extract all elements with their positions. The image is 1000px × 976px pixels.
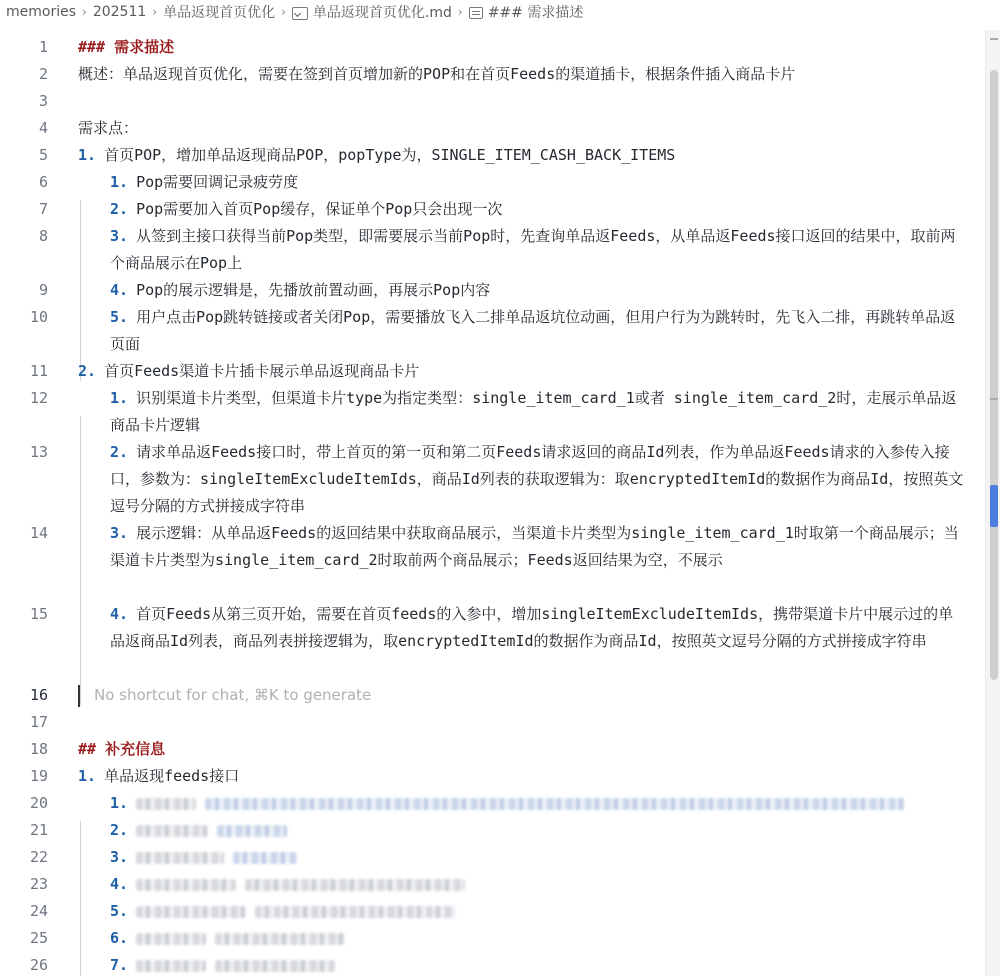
redacted-text	[136, 852, 224, 864]
chat-shortcut-placeholder: No shortcut for chat, ⌘K to generate	[94, 686, 372, 704]
line-text: Pop需要加入首页Pop缓存，保证单个Pop只会出现一次	[136, 200, 503, 218]
code-editor[interactable]	[0, 30, 990, 976]
list-number: 2.	[110, 821, 129, 839]
line-number: 17	[29, 713, 48, 731]
line-number: 4	[38, 119, 48, 137]
list-number: 1.	[110, 173, 129, 191]
line-number: 19	[29, 767, 48, 785]
list-item	[110, 169, 968, 196]
indent-guide	[80, 200, 81, 381]
breadcrumb-item-section[interactable]: ### 需求描述	[487, 5, 584, 21]
list-item	[110, 196, 968, 223]
line-number: 13	[29, 443, 48, 461]
line-number: 25	[29, 929, 48, 947]
list-item	[110, 385, 968, 439]
redacted-text	[136, 879, 236, 891]
redacted-text	[205, 798, 905, 810]
list-number: 3.	[110, 524, 129, 542]
redacted-text	[255, 906, 455, 918]
line-number: 5	[38, 146, 48, 164]
breadcrumb-item-file[interactable]: 单品返现首页优化.md	[312, 5, 452, 21]
redacted-text	[245, 879, 465, 891]
list-number: 2.	[110, 200, 129, 218]
line-text: 请求单品返Feeds接口时，带上首页的第一页和第二页Feeds请求返回的商品Id列表，作为单品返Feeds请求的入参传入接口，参数为：singleItemExcludeItemIds，商品Id列表的获取逻辑为：取encryptedItemId的数据作为商品Id，按照英文逗号分隔的方式拼接成字符串	[110, 443, 964, 515]
redacted-text	[136, 933, 206, 945]
list-item	[110, 304, 968, 358]
list-number: 5.	[110, 308, 129, 326]
list-number: 4.	[110, 605, 129, 623]
line-text: 展示逻辑：从单品返Feeds的返回结果中获取商品展示，当渠道卡片类型为single_item_card_1时取第一个商品展示；当渠道卡片类型为single_item_card_2时取前两个商品展示；Feeds返回结果为空，不展示	[110, 524, 959, 569]
heading-symbol-icon	[469, 7, 483, 19]
line-number: 6	[38, 173, 48, 191]
chevron-right-icon: ›	[152, 5, 158, 19]
editor-line-active[interactable]	[0, 682, 980, 709]
redacted-text	[215, 960, 335, 972]
line-number: 21	[29, 821, 48, 839]
chevron-right-icon: ›	[457, 5, 463, 19]
scroll-marker	[990, 398, 998, 400]
breadcrumb-item-month[interactable]: 202511	[92, 4, 147, 20]
list-number: 2.	[110, 443, 129, 461]
list-item	[78, 763, 968, 790]
redacted-text	[136, 825, 208, 837]
redacted-text	[215, 933, 345, 945]
markdown-file-icon	[292, 7, 308, 20]
text-cursor	[78, 685, 80, 707]
line-number: 15	[29, 605, 48, 623]
line-number: 26	[29, 956, 48, 974]
redacted-text	[136, 906, 246, 918]
list-number: 6.	[110, 929, 129, 947]
line-text: 需求点：	[78, 119, 139, 137]
line-number: 14	[29, 524, 48, 542]
scrollbar-thumb[interactable]	[990, 70, 998, 680]
line-number: 7	[38, 200, 48, 218]
list-item	[110, 952, 968, 976]
line-number: 12	[29, 389, 48, 407]
line-number: 23	[29, 875, 48, 893]
list-item	[78, 142, 968, 169]
line-text: 首页Feeds渠道卡片插卡展示单品返现商品卡片	[104, 362, 420, 380]
list-number: 4.	[110, 281, 129, 299]
list-item	[110, 520, 968, 574]
redacted-text	[233, 852, 297, 864]
indent-guide	[80, 416, 81, 705]
line-number: 22	[29, 848, 48, 866]
cursor-position-marker	[990, 485, 998, 527]
list-item	[110, 277, 968, 304]
scroll-marker	[990, 38, 998, 40]
line-number: 18	[29, 740, 48, 758]
list-item	[110, 871, 968, 898]
list-number: 4.	[110, 875, 129, 893]
breadcrumb-item-folder[interactable]: 单品返现首页优化	[163, 5, 276, 21]
line-number: 24	[29, 902, 48, 920]
heading-text: ### 需求描述	[78, 38, 175, 56]
breadcrumb-item-memories[interactable]: memories	[6, 4, 77, 20]
list-item	[78, 358, 968, 385]
list-item	[110, 601, 968, 655]
line-number: 20	[29, 794, 48, 812]
line-text: Pop需要回调记录疲劳度	[136, 173, 299, 191]
line-number: 16	[29, 686, 48, 704]
list-number: 7.	[110, 956, 129, 974]
list-number: 3.	[110, 227, 129, 245]
redacted-text	[136, 798, 196, 810]
list-item	[110, 439, 968, 520]
line-text: 首页POP，增加单品返现商品POP，popType为，SINGLE_ITEM_CASH_BACK_ITEMS	[104, 146, 676, 164]
redacted-text	[136, 960, 206, 972]
list-item	[110, 790, 968, 817]
breadcrumb	[0, 0, 1000, 24]
list-number: 1.	[110, 389, 129, 407]
list-item	[110, 817, 968, 844]
list-item	[110, 925, 968, 952]
list-item	[110, 223, 968, 277]
list-number: 3.	[110, 848, 129, 866]
line-text: 从签到主接口获得当前Pop类型，即需要展示当前Pop时，先查询单品返Feeds，从单品返Feeds接口返回的结果中，取前两个商品展示在Pop上	[110, 227, 956, 272]
line-text: 首页Feeds从第三页开始，需要在首页feeds的入参中，增加singleItemExcludeItemIds，携带渠道卡片中展示过的单品返商品Id列表，商品列表拼接逻辑为，取encryptedItemId的数据作为商品Id，按照英文逗号分隔的方式拼接成字符串	[110, 605, 954, 650]
list-number: 1.	[78, 146, 97, 164]
chevron-right-icon: ›	[82, 5, 87, 19]
list-number: 5.	[110, 902, 129, 920]
line-number: 1	[38, 38, 48, 56]
list-number: 1.	[110, 794, 129, 812]
list-item	[110, 898, 968, 925]
line-text: Pop的展示逻辑是，先播放前置动画，再展示Pop内容	[136, 281, 491, 299]
heading-text: ## 补充信息	[78, 740, 166, 758]
line-number: 11	[29, 362, 48, 380]
line-text: 用户点击Pop跳转链接或者关闭Pop，需要播放飞入二排单品返坑位动画，但用户行为为跳转时，先飞入二排，再跳转单品返页面	[110, 308, 956, 353]
chevron-right-icon: ›	[281, 5, 286, 19]
list-number: 1.	[78, 767, 97, 785]
line-number: 9	[38, 281, 48, 299]
list-number: 2.	[78, 362, 97, 380]
line-number: 8	[38, 227, 48, 245]
line-number: 10	[29, 308, 48, 326]
indent-guide	[80, 821, 81, 976]
line-number: 3	[38, 92, 48, 110]
line-text: 单品返现feeds接口	[104, 767, 240, 785]
line-text: 概述：单品返现首页优化，需要在签到首页增加新的POP和在首页Feeds的渠道插卡，根据条件插入商品卡片	[78, 65, 796, 83]
list-item	[110, 844, 968, 871]
line-text: 识别渠道卡片类型，但渠道卡片type为指定类型：single_item_card_1或者 single_item_card_2时，走展示单品返商品卡片逻辑	[110, 389, 957, 434]
redacted-text	[217, 825, 287, 837]
vertical-scrollbar[interactable]	[985, 30, 1000, 976]
line-number: 2	[38, 65, 48, 83]
